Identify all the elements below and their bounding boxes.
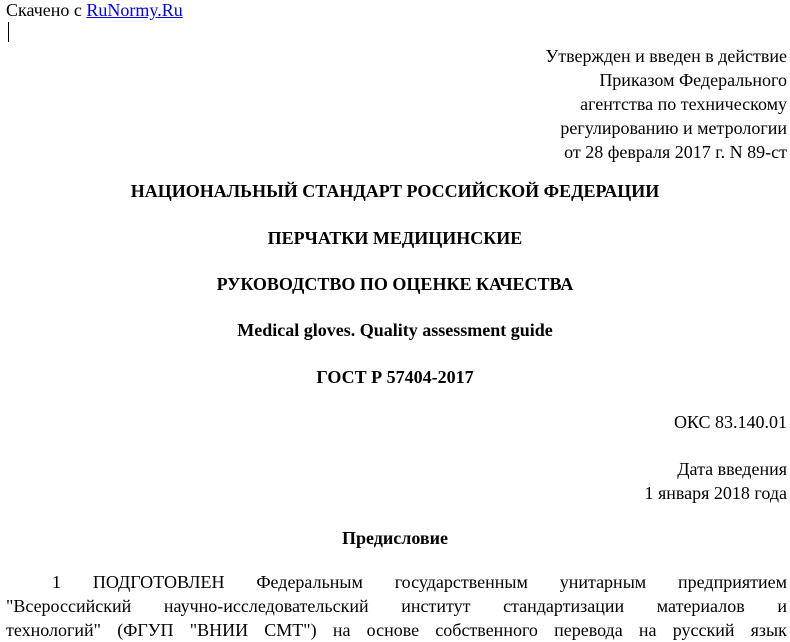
paragraph-word: "Всероссийский <box>6 596 132 616</box>
paragraph-word: и <box>777 596 787 616</box>
paragraph-word: перевода <box>554 620 623 640</box>
paragraph-word: Федеральным <box>256 572 363 592</box>
standard-code: ГОСТ Р 57404-2017 <box>316 367 474 387</box>
paragraph-word: государственным <box>394 572 528 592</box>
english-title: Medical gloves. Quality assessment guide <box>237 320 553 340</box>
approval-line: агентства по техническому <box>580 94 787 114</box>
paragraph-line <box>6 618 787 642</box>
paragraph-word: СМТ") <box>264 620 317 640</box>
paragraph-word: собственного <box>435 620 538 640</box>
paragraph-word: стандартизации <box>503 596 625 616</box>
paragraph-word: 1 <box>52 572 61 592</box>
approval-line: от 28 февраля 2017 г. N 89-ст <box>564 142 787 162</box>
paragraph-word: основе <box>366 620 420 640</box>
approval-line: регулированию и метрологии <box>560 118 787 138</box>
paragraph-word: предприятием <box>678 572 787 592</box>
intro-date-label: Дата введения <box>677 459 787 479</box>
foreword-paragraph <box>6 570 787 642</box>
paragraph-word: технологий" <box>6 620 101 640</box>
paragraph-word: ПОДГОТОВЛЕН <box>92 572 225 592</box>
paragraph-line <box>6 594 787 618</box>
national-standard-title: НАЦИОНАЛЬНЫЙ СТАНДАРТ РОССИЙСКОЙ ФЕДЕРАЦИИ <box>130 181 660 201</box>
source-line <box>6 0 183 20</box>
approval-line: Утвержден и введен в действие <box>545 46 787 66</box>
intro-date-value: 1 января 2018 года <box>644 483 787 503</box>
paragraph-word: на <box>332 620 351 640</box>
foreword-heading: Предисловие <box>342 528 448 548</box>
paragraph-word: русский <box>672 620 735 640</box>
paragraph-word: материалов <box>656 596 745 616</box>
paragraph-word: "ВНИИ <box>189 620 249 640</box>
approval-line: Приказом Федерального <box>599 70 787 90</box>
paragraph-word: унитарным <box>559 572 647 592</box>
paragraph-line <box>6 570 787 594</box>
guide-title: РУКОВОДСТВО ПО ОЦЕНКЕ КАЧЕСТВА <box>216 274 574 294</box>
paragraph-word: язык <box>750 620 787 640</box>
oks-code: ОКС 83.140.01 <box>673 412 787 432</box>
approval-block <box>545 44 787 164</box>
paragraph-word: на <box>638 620 657 640</box>
source-prefix: Скачено с <box>6 0 82 20</box>
source-link[interactable]: RuNormy.Ru <box>86 0 183 20</box>
paragraph-word: научно-исследовательский <box>163 596 369 616</box>
subject-title: ПЕРЧАТКИ МЕДИЦИНСКИЕ <box>267 228 523 248</box>
paragraph-word: (ФГУП <box>117 620 174 640</box>
paragraph-word: институт <box>401 596 471 616</box>
text-cursor <box>8 22 9 42</box>
